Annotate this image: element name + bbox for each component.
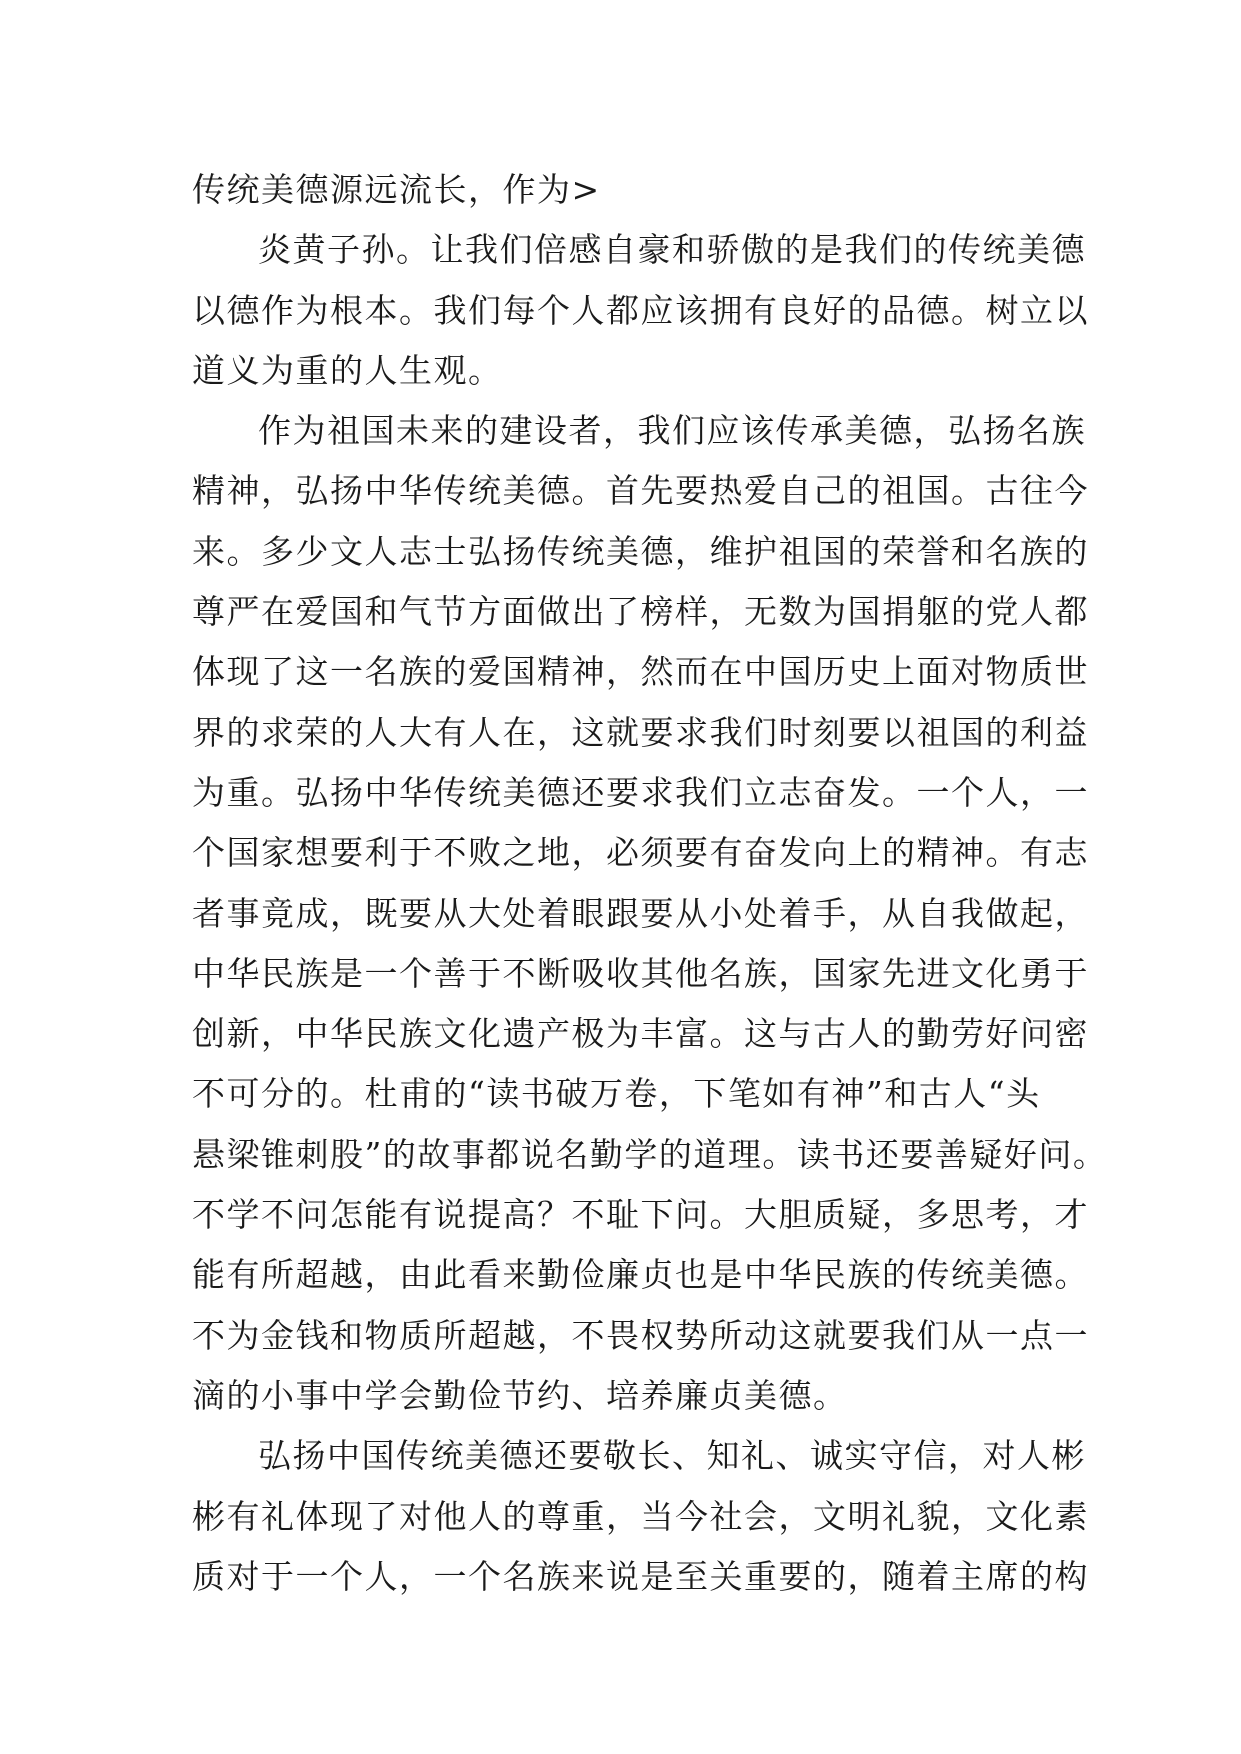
text-line: 道义为重的人生观。 (192, 350, 503, 390)
text-line: 质对于一个人，一个名族来说是至关重要的，随着主席的构 (192, 1556, 1089, 1596)
text-line: 悬梁锥刺股”的故事都说名勤学的道理。读书还要善疑好问。 (192, 1134, 1108, 1174)
text-line: 不学不问怎能有说提高？不耻下问。大胆质疑，多思考，才 (192, 1195, 1089, 1235)
text-line: 者事竟成，既要从大处着眼跟要从小处着手，从自我做起， (192, 893, 1089, 933)
text-line: 个国家想要利于不败之地，必须要有奋发向上的精神。有志 (192, 833, 1089, 873)
text-line: 弘扬中国传统美德还要敬长、知礼、诚实守信，对人彬 (258, 1436, 1086, 1476)
text-line: 以德作为根本。我们每个人都应该拥有良好的品德。树立以 (192, 290, 1089, 330)
text-line: 炎黄子孙。让我们倍感自豪和骄傲的是我们的传统美德 (258, 230, 1086, 270)
body-text (192, 160, 1108, 1607)
text-line: 不为金钱和物质所超越，不畏权势所动这就要我们从一点一 (192, 1315, 1089, 1355)
text-line: 尊严在爱国和气节方面做出了榜样，无数为国捐躯的党人都 (192, 592, 1089, 632)
text-line: 体现了这一名族的爱国精神，然而在中国历史上面对物质世 (192, 652, 1089, 692)
text-line: 滴的小事中学会勤俭节约、培养廉贞美德。 (192, 1375, 848, 1415)
text-line: 中华民族是一个善于不断吸收其他名族，国家先进文化勇于 (192, 953, 1089, 993)
text-line: 作为祖国未来的建设者，我们应该传承美德，弘扬名族 (258, 411, 1086, 451)
text-line: 彬有礼体现了对他人的尊重，当今社会，文明礼貌，文化素 (192, 1496, 1089, 1536)
text-line: 能有所超越，由此看来勤俭廉贞也是中华民族的传统美德。 (192, 1255, 1089, 1295)
text-line: 创新，中华民族文化遗产极为丰富。这与古人的勤劳好问密 (192, 1014, 1089, 1054)
text-line: 精神，弘扬中华传统美德。首先要热爱自己的祖国。古往今 (192, 471, 1089, 511)
text-line: 为重。弘扬中华传统美德还要求我们立志奋发。一个人，一 (192, 772, 1089, 812)
text-line: 来。多少文人志士弘扬传统美德，维护祖国的荣誉和名族的 (192, 531, 1089, 571)
text-line: 传统美德源远流长，作为> (192, 170, 601, 209)
text-line: 界的求荣的人大有人在，这就要求我们时刻要以祖国的利益 (192, 712, 1089, 752)
text-line: 不可分的。杜甫的“读书破万卷，下笔如有神”和古人“头 (192, 1074, 1041, 1114)
